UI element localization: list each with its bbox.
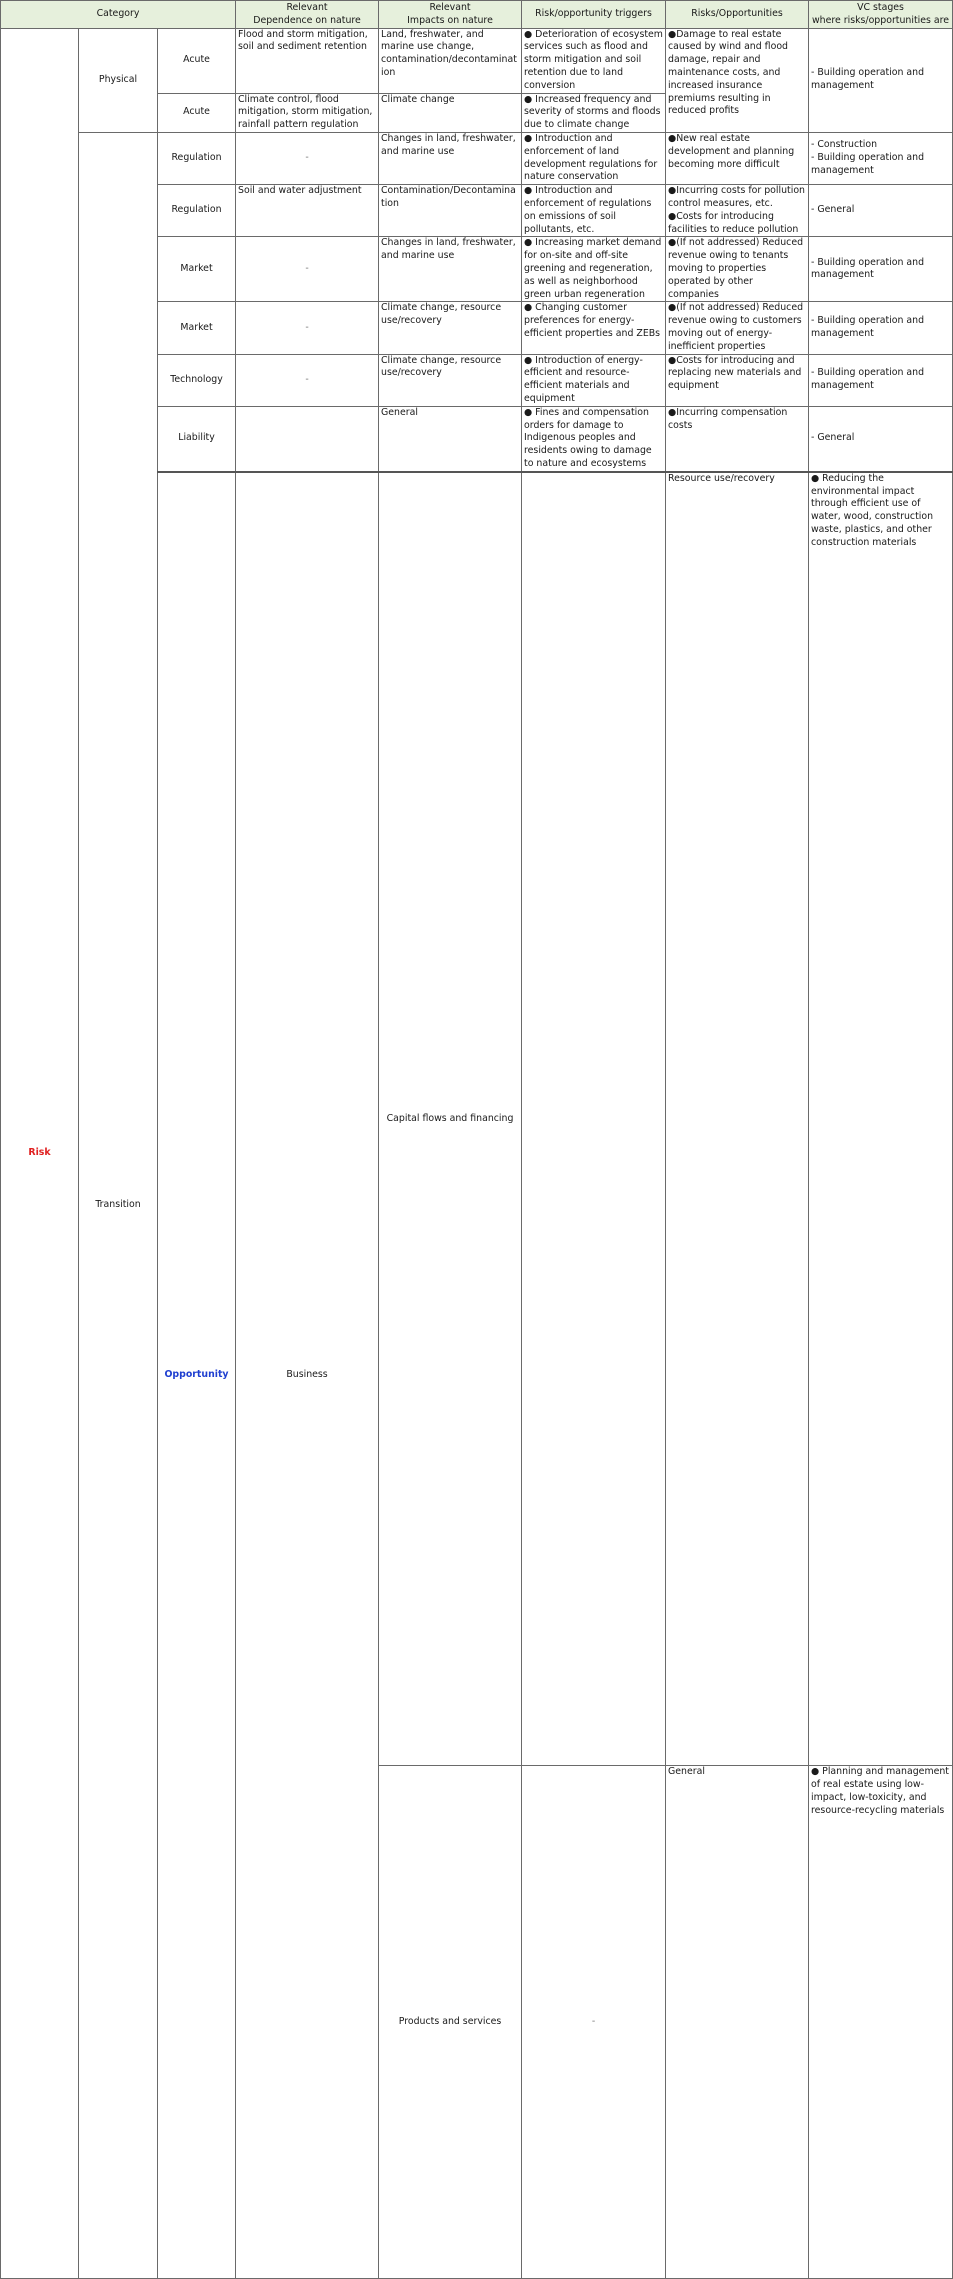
subcategory: Technology: [158, 354, 236, 406]
risks-cell: ●Incurring costs for pollution control measures, etc. ●Costs for introducing facilities to reduce pollution: [666, 185, 809, 237]
impacts-cell: Changes in land, freshwater, and marine use: [379, 132, 522, 184]
impacts-cell: Climate change, resource use/recovery: [379, 302, 522, 354]
subcategory: Products and services: [379, 1766, 522, 2279]
subcategory: Market: [158, 302, 236, 354]
risks-cell: ●New real estate development and planning becoming more difficult: [666, 132, 809, 184]
category-business: Business: [236, 472, 379, 2279]
triggers-cell: ● Deterioration of ecosystem services such as flood and storm mitigation and soil retention due to land conversion: [522, 28, 666, 93]
triggers-cell: ● Reducing the environmental impact through efficient use of water, wood, construction waste, plastics, and other construction materials: [809, 472, 953, 1766]
subcategory: Regulation: [158, 185, 236, 237]
impacts-cell: Climate change: [379, 93, 522, 132]
subcategory: Capital flows and financing: [379, 472, 522, 1766]
dependence-cell: -: [522, 1766, 666, 2279]
dependence-cell: -: [236, 302, 379, 354]
dependence-cell: [236, 406, 379, 471]
subcategory: Acute: [158, 28, 236, 93]
subcategory: Acute: [158, 93, 236, 132]
category-risk: Risk: [1, 28, 79, 2278]
dependence-cell: [522, 472, 666, 1766]
impacts-cell: Land, freshwater, and marine use change, contamination/decontamination: [379, 28, 522, 93]
impacts-cell: Contamination/Decontamination: [379, 185, 522, 237]
header-category: Category: [1, 1, 236, 29]
triggers-cell: ● Fines and compensation orders for damage to Indigenous peoples and residents owing to damage to nature and ecosystems: [522, 406, 666, 471]
impacts-cell: Resource use/recovery: [666, 472, 809, 1766]
impacts-cell: Changes in land, freshwater, and marine use: [379, 237, 522, 302]
vc-cell: - Building operation and management: [809, 354, 953, 406]
triggers-cell: ● Planning and management of real estate using low-impact, low-toxicity, and resource-recycling materials: [809, 1766, 953, 2279]
vc-cell: - General: [809, 406, 953, 471]
category-transition: Transition: [79, 132, 158, 2278]
vc-cell: - Building operation and management: [809, 302, 953, 354]
header-dependence: Relevant Dependence on nature: [236, 1, 379, 29]
vc-cell: - General: [809, 185, 953, 237]
header-row: [1, 1, 953, 29]
vc-cell: - Building operation and management: [809, 28, 953, 132]
table-row: [1, 132, 953, 184]
triggers-cell: ● Introduction and enforcement of regulations on emissions of soil pollutants, etc.: [522, 185, 666, 237]
impacts-cell: General: [666, 1766, 809, 2279]
risks-cell: ●(If not addressed) Reduced revenue owing to tenants moving to properties operated by other companies: [666, 237, 809, 302]
category-physical: Physical: [79, 28, 158, 132]
category-opportunity: Opportunity: [158, 472, 236, 2279]
vc-cell: - Building operation and management: [809, 237, 953, 302]
triggers-cell: ● Introduction and enforcement of land development regulations for nature conservation: [522, 132, 666, 184]
triggers-cell: ● Introduction of energy-efficient and resource-efficient materials and equipment: [522, 354, 666, 406]
risks-cell: ●Damage to real estate caused by wind and flood damage, repair and maintenance costs, and increased insurance premiums resulting in reduced profits: [666, 28, 809, 132]
impacts-cell: General: [379, 406, 522, 471]
dependence-cell: Flood and storm mitigation, soil and sediment retention: [236, 28, 379, 93]
triggers-cell: ● Increasing market demand for on-site and off-site greening and regeneration, as well as neighborhood green urban regeneration: [522, 237, 666, 302]
dependence-cell: Soil and water adjustment: [236, 185, 379, 237]
header-triggers: Risk/opportunity triggers: [522, 1, 666, 29]
risks-cell: ●Costs for introducing and replacing new materials and equipment: [666, 354, 809, 406]
vc-cell: - Construction - Building operation and management: [809, 132, 953, 184]
triggers-cell: ● Changing customer preferences for energy-efficient properties and ZEBs: [522, 302, 666, 354]
risks-cell: ●(If not addressed) Reduced revenue owing to customers moving out of energy-inefficient properties: [666, 302, 809, 354]
risks-cell: ●Incurring compensation costs: [666, 406, 809, 471]
subcategory: Regulation: [158, 132, 236, 184]
dependence-cell: -: [236, 354, 379, 406]
dependence-cell: -: [236, 132, 379, 184]
dependence-cell: -: [236, 237, 379, 302]
subcategory: Liability: [158, 406, 236, 471]
triggers-cell: ● Increased frequency and severity of storms and floods due to climate change: [522, 93, 666, 132]
subcategory: Market: [158, 237, 236, 302]
impacts-cell: Climate change, resource use/recovery: [379, 354, 522, 406]
header-vc-stages: VC stages where risks/opportunities are: [809, 1, 953, 29]
dependence-cell: Climate control, flood mitigation, storm mitigation, rainfall pattern regulation: [236, 93, 379, 132]
header-risks-opportunities: Risks/Opportunities: [666, 1, 809, 29]
header-impacts: Relevant Impacts on nature: [379, 1, 522, 29]
table-row: [1, 28, 953, 93]
